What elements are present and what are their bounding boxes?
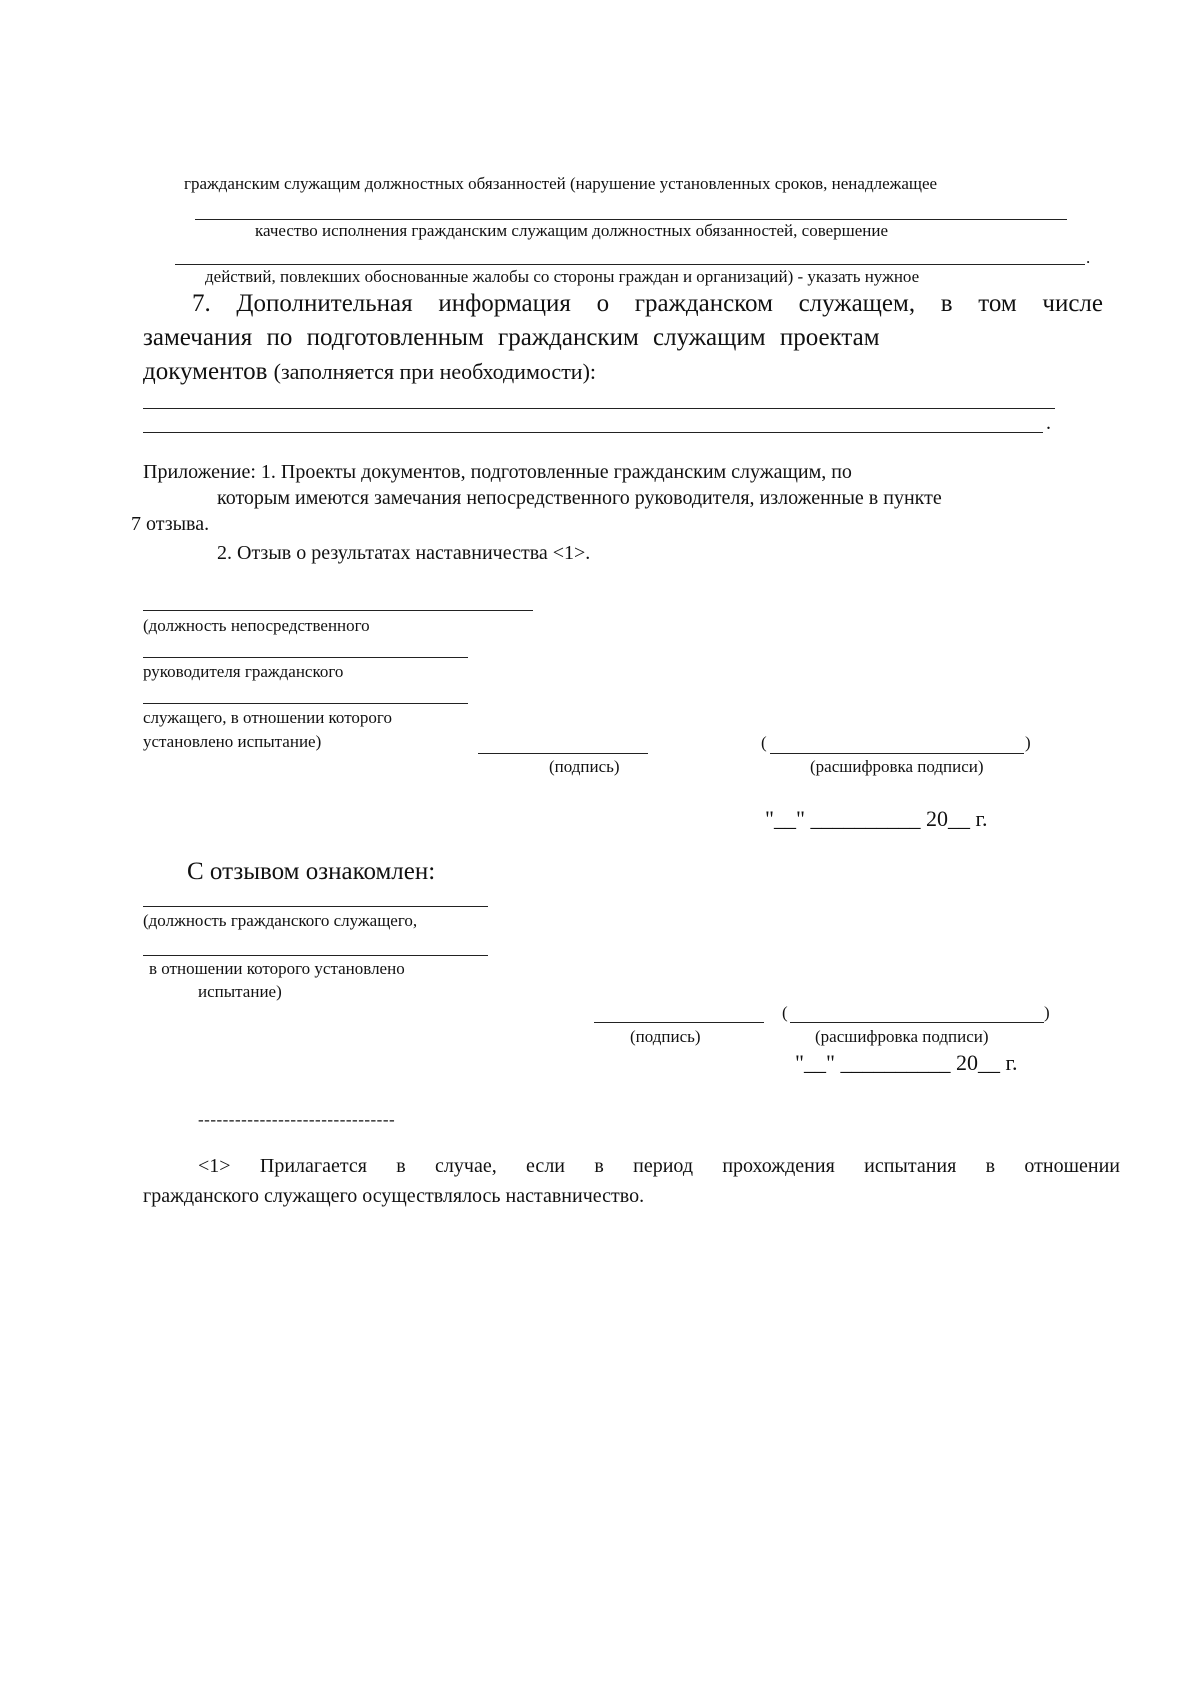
footnote-text-line-2: гражданского служащего осуществлялось наставничество. <box>143 1185 645 1207</box>
supervisor-date-day: __ <box>773 806 796 831</box>
supervisor-signature-label: (подпись) <box>549 757 620 776</box>
appendix-line-3: 7 отзыва. <box>131 513 210 535</box>
section7-line-3 <box>143 358 596 386</box>
acknowledged-decoding-open-paren: ( <box>782 1003 788 1022</box>
caption-line-1: гражданским служащим должностных обязанностей (нарушение установленных сроков, ненадлежащее <box>184 174 938 193</box>
section7-line-3-note: (заполняется при необходимости): <box>273 359 597 384</box>
acknowledged-decoding-label: (расшифровка подписи) <box>815 1027 989 1046</box>
acknowledged-decoding-close-paren: ) <box>1044 1003 1050 1022</box>
acknowledged-date-day: __ <box>803 1050 826 1075</box>
acknowledged-signature-label: (подпись) <box>630 1027 701 1046</box>
acknowledged-heading: С отзывом ознакомлен: <box>187 858 436 885</box>
caption-dot: . <box>1086 248 1091 267</box>
acknowledged-date-year: 20 <box>955 1050 978 1075</box>
supervisor-position-label-2: руководителя гражданского <box>143 662 344 681</box>
acknowledged-date <box>795 1050 1018 1076</box>
appendix-line-2: которым имеются замечания непосредственного руководителя, изложенные в пункте <box>217 487 942 509</box>
supervisor-position-label-3: служащего, в отношении которого <box>143 708 392 727</box>
caption-underline-2 <box>175 264 1085 265</box>
section7-line-3-main: документов <box>143 358 268 385</box>
supervisor-decoding-line <box>770 753 1024 754</box>
caption-line-3: действий, повлекших обоснованные жалобы со стороны граждан и организаций) - указать нужное <box>205 267 920 286</box>
supervisor-decoding-label: (расшифровка подписи) <box>810 757 984 776</box>
footnote-text-line-1: <1> Прилагается в случае, если в период прохождения испытания в отношении <box>198 1155 1120 1177</box>
supervisor-decoding-open-paren: ( <box>761 733 767 752</box>
acknowledged-position-label-2: в отношении которого установлено <box>149 959 405 978</box>
acknowledged-date-year-blank: __ <box>977 1050 1000 1075</box>
supervisor-position-label-1: (должность непосредственного <box>143 616 370 635</box>
supervisor-date-quote-close: " <box>795 806 805 831</box>
footnote-separator: -------------------------------- <box>198 1110 396 1129</box>
supervisor-signature-line <box>478 753 648 754</box>
section7-line-2-text: замечания по подготовленным гражданским служащим проектам <box>143 324 880 351</box>
section7-line-2 <box>143 324 983 352</box>
acknowledged-date-quote-open: " <box>795 1050 804 1075</box>
supervisor-date-quote-open: " <box>765 806 774 831</box>
section7-dot: . <box>1046 412 1051 434</box>
caption-underline-1 <box>195 219 1067 220</box>
supervisor-date-month: __________ <box>810 806 921 831</box>
acknowledged-decoding-line <box>790 1022 1044 1023</box>
acknowledged-position-line-1 <box>143 906 488 907</box>
appendix-line-1: Приложение: 1. Проекты документов, подготовленные гражданским служащим, по <box>143 461 852 483</box>
supervisor-date-year: 20 <box>925 806 948 831</box>
acknowledged-position-line-2 <box>143 955 488 956</box>
acknowledged-date-suffix: г. <box>1005 1050 1018 1075</box>
acknowledged-date-quote-close: " <box>825 1050 835 1075</box>
supervisor-decoding-close-paren: ) <box>1025 733 1031 752</box>
supervisor-position-line-3 <box>143 703 468 704</box>
supervisor-position-label-4: установлено испытание) <box>143 732 322 751</box>
acknowledged-signature-line <box>594 1022 764 1023</box>
acknowledged-position-label-1: (должность гражданского служащего, <box>143 911 418 930</box>
caption-line-2: качество исполнения гражданским служащим должностных обязанностей, совершение <box>255 221 889 240</box>
supervisor-position-line-2 <box>143 657 468 658</box>
section7-blank-line-1 <box>143 408 1055 409</box>
supervisor-date-suffix: г. <box>975 806 988 831</box>
supervisor-date <box>765 806 988 832</box>
supervisor-date-year-blank: __ <box>947 806 970 831</box>
section7-line-1: 7. Дополнительная информация о гражданском служащем, в том числе <box>192 290 1103 317</box>
acknowledged-position-label-3: испытание) <box>198 982 282 1001</box>
section7-blank-line-2 <box>143 432 1043 433</box>
supervisor-position-line-1 <box>143 610 533 611</box>
appendix-line-4: 2. Отзыв о результатах наставничества <1>. <box>217 542 591 564</box>
acknowledged-date-month: __________ <box>840 1050 951 1075</box>
